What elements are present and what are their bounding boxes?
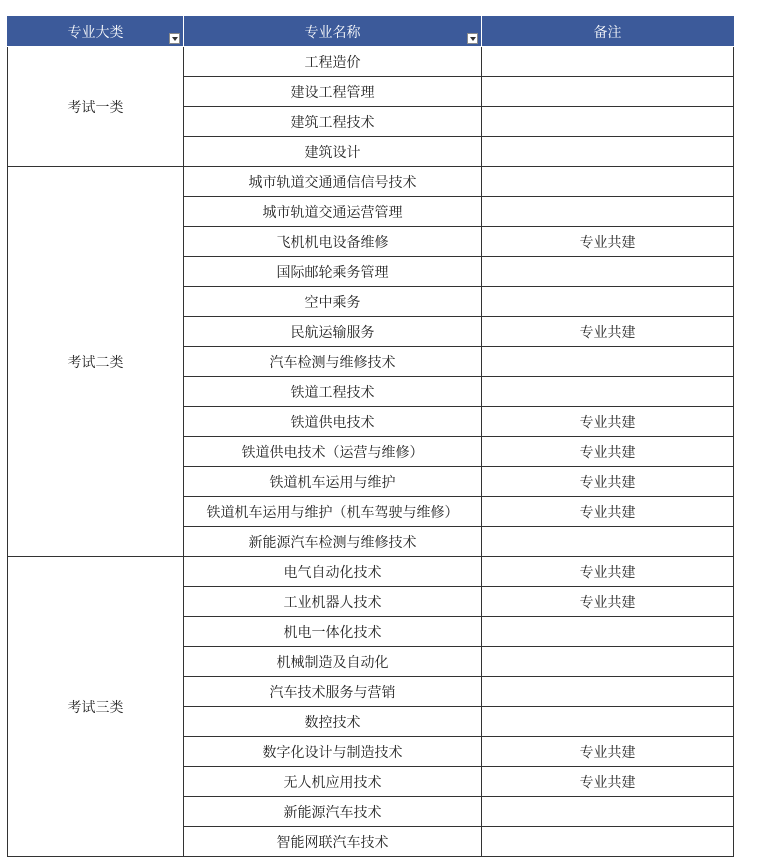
header-name bbox=[184, 17, 482, 47]
category-cell[interactable]: 考试二类 bbox=[8, 167, 184, 557]
major-name-cell[interactable]: 工程造价 bbox=[184, 47, 482, 77]
note-cell[interactable] bbox=[482, 197, 734, 227]
major-name-cell[interactable]: 建筑工程技术 bbox=[184, 107, 482, 137]
majors-table bbox=[7, 16, 734, 857]
major-name-cell[interactable]: 铁道供电技术 bbox=[184, 407, 482, 437]
major-name-cell[interactable]: 建筑设计 bbox=[184, 137, 482, 167]
note-cell[interactable]: 专业共建 bbox=[482, 587, 734, 617]
major-name-cell[interactable]: 铁道工程技术 bbox=[184, 377, 482, 407]
note-cell[interactable] bbox=[482, 797, 734, 827]
note-cell[interactable]: 专业共建 bbox=[482, 437, 734, 467]
note-cell[interactable] bbox=[482, 527, 734, 557]
major-name-cell[interactable]: 新能源汽车技术 bbox=[184, 797, 482, 827]
header-category-label: 专业大类 bbox=[67, 24, 124, 41]
name-filter-icon[interactable] bbox=[467, 33, 478, 44]
note-cell[interactable] bbox=[482, 107, 734, 137]
note-cell[interactable] bbox=[482, 167, 734, 197]
note-cell[interactable] bbox=[482, 347, 734, 377]
major-name-cell[interactable]: 民航运输服务 bbox=[184, 317, 482, 347]
note-cell[interactable] bbox=[482, 257, 734, 287]
note-cell[interactable] bbox=[482, 377, 734, 407]
note-cell[interactable] bbox=[482, 47, 734, 77]
note-cell[interactable]: 专业共建 bbox=[482, 227, 734, 257]
note-cell[interactable]: 专业共建 bbox=[482, 467, 734, 497]
major-name-cell[interactable]: 新能源汽车检测与维修技术 bbox=[184, 527, 482, 557]
major-name-cell[interactable]: 建设工程管理 bbox=[184, 77, 482, 107]
major-name-cell[interactable]: 机电一体化技术 bbox=[184, 617, 482, 647]
major-name-cell[interactable]: 汽车检测与维修技术 bbox=[184, 347, 482, 377]
note-cell[interactable]: 专业共建 bbox=[482, 497, 734, 527]
header-note bbox=[482, 17, 734, 47]
major-name-cell[interactable]: 铁道供电技术（运营与维修） bbox=[184, 437, 482, 467]
major-name-cell[interactable]: 铁道机车运用与维护（机车驾驶与维修） bbox=[184, 497, 482, 527]
table-row bbox=[8, 557, 734, 587]
table-body bbox=[8, 47, 734, 857]
note-cell[interactable] bbox=[482, 287, 734, 317]
note-cell[interactable] bbox=[482, 677, 734, 707]
major-name-cell[interactable]: 数控技术 bbox=[184, 707, 482, 737]
note-cell[interactable]: 专业共建 bbox=[482, 767, 734, 797]
major-name-cell[interactable]: 电气自动化技术 bbox=[184, 557, 482, 587]
major-name-cell[interactable]: 城市轨道交通运营管理 bbox=[184, 197, 482, 227]
major-name-cell[interactable]: 汽车技术服务与营销 bbox=[184, 677, 482, 707]
note-cell[interactable] bbox=[482, 137, 734, 167]
major-name-cell[interactable]: 数字化设计与制造技术 bbox=[184, 737, 482, 767]
note-cell[interactable] bbox=[482, 617, 734, 647]
note-cell[interactable]: 专业共建 bbox=[482, 737, 734, 767]
major-name-cell[interactable]: 铁道机车运用与维护 bbox=[184, 467, 482, 497]
major-name-cell[interactable]: 机械制造及自动化 bbox=[184, 647, 482, 677]
major-name-cell[interactable]: 飞机机电设备维修 bbox=[184, 227, 482, 257]
note-cell[interactable] bbox=[482, 77, 734, 107]
header-category bbox=[8, 17, 184, 47]
note-cell[interactable]: 专业共建 bbox=[482, 557, 734, 587]
major-name-cell[interactable]: 国际邮轮乘务管理 bbox=[184, 257, 482, 287]
major-name-cell[interactable]: 城市轨道交通通信信号技术 bbox=[184, 167, 482, 197]
table-row bbox=[8, 167, 734, 197]
category-cell[interactable]: 考试一类 bbox=[8, 47, 184, 167]
note-cell[interactable]: 专业共建 bbox=[482, 407, 734, 437]
header-row bbox=[8, 17, 734, 47]
header-name-label: 专业名称 bbox=[304, 24, 361, 41]
table-row bbox=[8, 47, 734, 77]
note-cell[interactable] bbox=[482, 647, 734, 677]
note-cell[interactable] bbox=[482, 707, 734, 737]
major-name-cell[interactable]: 空中乘务 bbox=[184, 287, 482, 317]
note-cell[interactable]: 专业共建 bbox=[482, 317, 734, 347]
note-cell[interactable] bbox=[482, 827, 734, 857]
header-note-label: 备注 bbox=[593, 24, 622, 41]
category-filter-icon[interactable] bbox=[169, 33, 180, 44]
major-name-cell[interactable]: 工业机器人技术 bbox=[184, 587, 482, 617]
major-name-cell[interactable]: 智能网联汽车技术 bbox=[184, 827, 482, 857]
major-name-cell[interactable]: 无人机应用技术 bbox=[184, 767, 482, 797]
category-cell[interactable]: 考试三类 bbox=[8, 557, 184, 857]
